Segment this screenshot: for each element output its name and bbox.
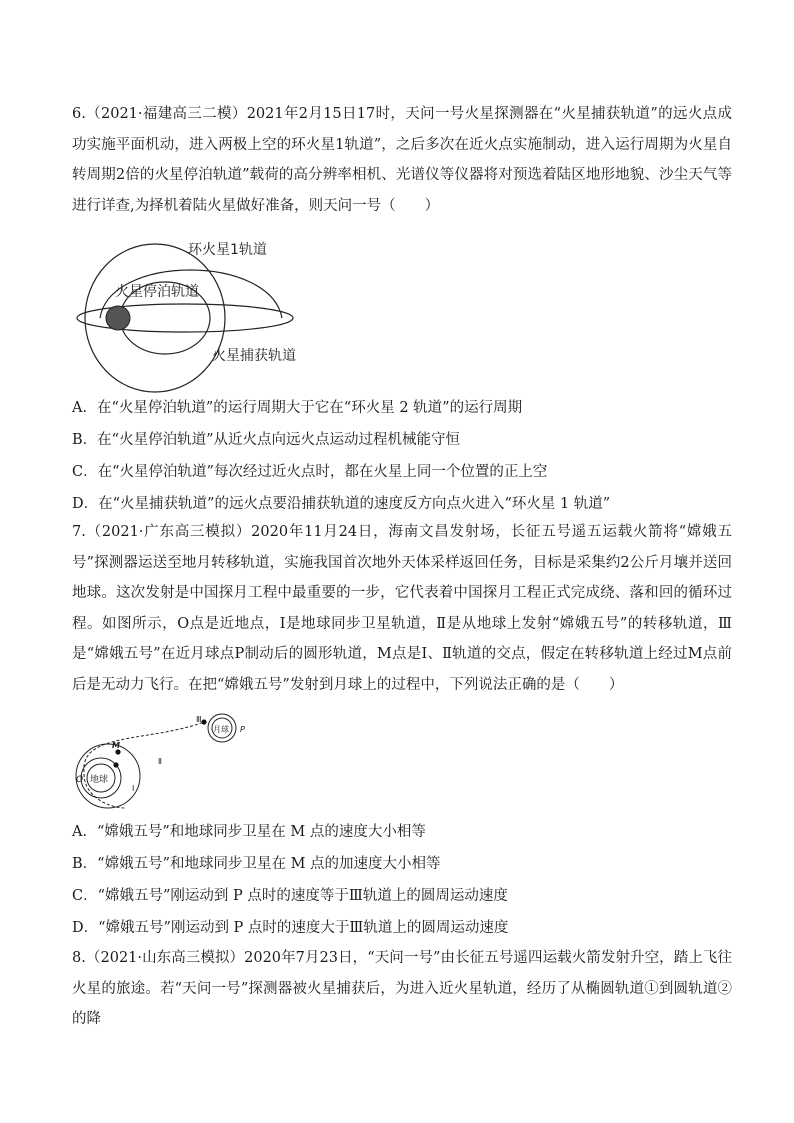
- label-P: P: [240, 725, 245, 734]
- q6-option-c[interactable]: C．在“火星停泊轨道”每次经过近火点时，都在火星上同一个位置的正上空: [72, 464, 548, 480]
- point-M: [115, 749, 120, 754]
- q7-orbit-figure: [70, 712, 260, 812]
- label-III: Ⅲ: [196, 715, 202, 724]
- point-on-orbit: [113, 762, 118, 767]
- question-7-stem: 7.（2021·广东高三模拟）2020年11月24日，海南文昌发射场，长征五号遥五运载火箭将“嫦娥五号”探测器运送至地月转移轨道，实施我国首次地外天体采样返回任务，目标是采集约2公斤月壤并送回地球。这次发射是中国探月工程中最重要的一步，它代表着中国探月工程正式完成绕、落和回的循环过程。如图所示，O点是近地点，Ⅰ是地球同步卫星轨道，Ⅱ是从地球上发射“嫦娥五号”的转移轨道，Ⅲ是“嫦娥五号”在近月球点P制动后的圆形轨道，M点是Ⅰ、Ⅱ轨道的交点，假定在转移轨道上经过M点前后是无动力飞行。在把“嫦娥五号”发射到月球上的过程中，下列说法正确的是（ ）: [72, 524, 732, 693]
- q6-orbit-figure: [70, 234, 310, 384]
- label-orbit1: 环火星1轨道: [188, 242, 267, 258]
- label-M: M: [112, 741, 120, 750]
- label-earth: 地球: [90, 775, 109, 785]
- label-parking: 火星停泊轨道: [115, 284, 199, 300]
- label-II: Ⅱ: [158, 757, 162, 766]
- transfer-dot: [201, 719, 206, 724]
- question-8-stem: 8.（2021·山东高三模拟）2020年7月23日，“天问一号”由长征五号遥四运载火箭发射升空，踏上飞往火星的旅途。若“天问一号”探测器被火星捕获后，为进入近火星轨道，经历了从椭圆轨道①到圆轨道②的降: [72, 950, 732, 1027]
- q6-option-a[interactable]: A．在“火星停泊轨道”的运行周期大于它在“环火星 2 轨道”的运行周期: [72, 400, 523, 416]
- q6-option-d[interactable]: D．在“火星捕获轨道”的远火点要沿捕获轨道的速度反方向点火进入“环火星 1 轨道”: [72, 496, 611, 512]
- label-moon: 月球: [213, 725, 229, 734]
- mars-icon: [106, 306, 130, 330]
- label-O: O: [76, 775, 84, 785]
- q6-option-b[interactable]: B．在“火星停泊轨道”从近火点向远火点运动过程机械能守恒: [72, 432, 460, 448]
- label-I: Ⅰ: [132, 784, 135, 793]
- q7-option-c[interactable]: C．“嫦娥五号”刚运动到 P 点时的速度等于Ⅲ轨道上的圆周运动速度: [72, 888, 508, 904]
- q7-option-a[interactable]: A．“嫦娥五号”和地球同步卫星在 M 点的速度大小相等: [72, 824, 426, 840]
- q7-option-b[interactable]: B．“嫦娥五号”和地球同步卫星在 M 点的加速度大小相等: [72, 856, 441, 872]
- label-capture: 火星捕获轨道: [212, 348, 296, 364]
- question-6-stem: 6.（2021·福建高三二模）2021年2月15日17时，天问一号火星探测器在“火星捕获轨道”的远火点成功实施平面机动，进入两极上空的环火星1轨道”，之后多次在近火点实施制动，进入运行周期为火星自转周期2倍的火星停泊轨道”载荷的高分辨率相机、光谱仪等仪器将对预选着陆区地形地貌、沙尘天气等进行详查,为择机着陆火星做好准备，则天问一号（ ）: [72, 106, 732, 214]
- q7-option-d[interactable]: D．“嫦娥五号”刚运动到 P 点时的速度大于Ⅲ轨道上的圆周运动速度: [72, 920, 509, 936]
